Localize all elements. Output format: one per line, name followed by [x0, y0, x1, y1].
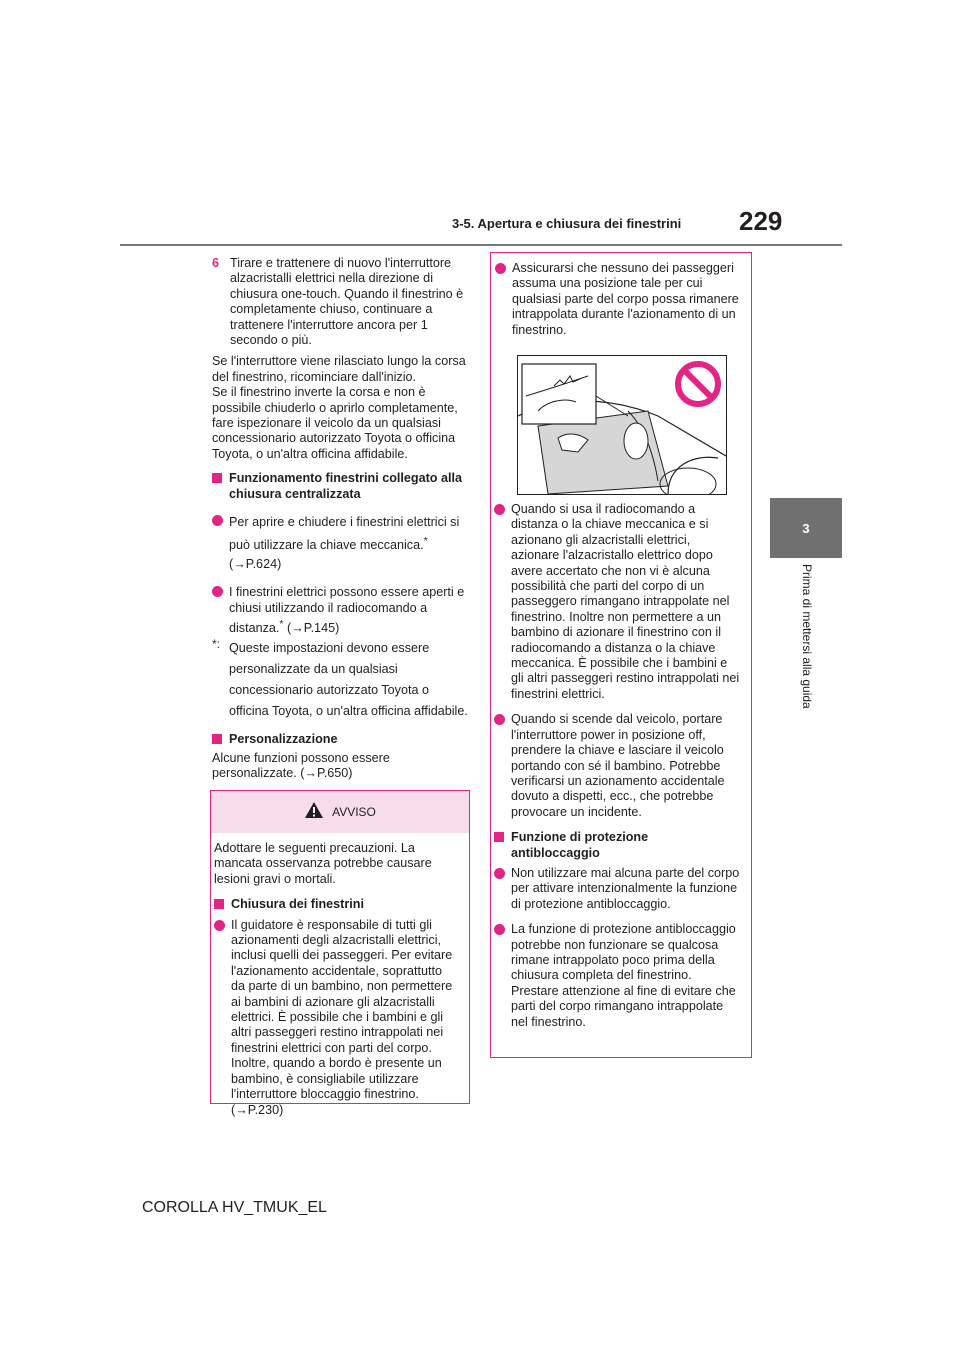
footer-model: COROLLA HV_TMUK_EL — [142, 1199, 327, 1216]
warning-heading: Chiusura dei finestrini — [214, 897, 457, 912]
warning-box — [210, 790, 470, 1117]
header-rule — [120, 244, 842, 246]
paragraph: Se il finestrino inverte la corsa e non è possibile chiuderlo o aprirlo completamente, fare ispezionare il veicolo da un qualsiasi concessionario autorizzato Toyota o officina Toyota, o un'altra officina affidabile. — [212, 385, 458, 461]
prohibition-icon — [674, 360, 722, 413]
bullet-icon — [212, 586, 223, 597]
warning-bullet: Assicurarsi che nessuno dei passeggeri assuma una posizione tale per cui qualsiasi parte del corpo possa rimanere intrappolata durante l'azionamento di un finestrino. — [495, 261, 741, 338]
square-bullet-icon — [212, 473, 222, 483]
paragraph: Alcune funzioni possono essere personalizzate. (→P.650) — [212, 750, 390, 781]
chapter-tab-label — [770, 558, 842, 730]
bullet-icon — [214, 920, 225, 931]
bullet-icon — [494, 868, 505, 879]
warning-label: AVVISO — [332, 805, 376, 819]
bullet-icon — [494, 924, 505, 935]
footnote-mark: *: — [212, 637, 221, 652]
square-bullet-icon — [212, 734, 222, 744]
footnote-text: Queste impostazioni devono essere personalizzate da un qualsiasi concessionario autorizzato Toyota o officina Toyota, o un'altra officina affidabile. — [229, 641, 468, 719]
warning-triangle-icon — [304, 801, 324, 824]
warning-heading: Funzione di protezione antibloccaggio — [494, 830, 740, 861]
left-column — [212, 256, 470, 782]
warning-bullet: Quando si scende dal veicolo, portare l'interruttore power in posizione off, prendere la chiave e lasciare il veicolo portando con sé il bambino. Potrebbe verificarsi un azionamento accidentale dovuto a dispetti, ecc., che potrebbe provocare un incidente. — [494, 712, 740, 820]
warning-header — [211, 791, 469, 833]
bullet-icon — [494, 504, 505, 515]
warning-continued-body — [491, 253, 751, 338]
step-number: 6 — [212, 256, 220, 270]
section-heading: Funzionamento finestrini collegato alla chiusura centralizzata — [212, 471, 470, 502]
bullet-icon — [495, 263, 506, 274]
warning-bullet: Il guidatore è responsabile di tutti gli azionamenti degli alzacristalli elettrici, inclusi quelli dei passeggeri. Per evitare l'azionamento accidentale, soprattutto da parte di un bambino, non permettere ai bambini di azionare gli alzacristalli elettrici. È possibile che i bambini e gli altri passeggeri restino intrappolati nei finestrini elettrici con parti del corpo. Inoltre, quando a bordo è presente un bambino, è consigliabile utilizzare l'interruttore bloccaggio finestrino. (→P.230) — [214, 918, 457, 1118]
section-title: 3-5. Apertura e chiusura dei finestrini — [452, 216, 682, 231]
warning-bullet: Quando si usa il radiocomando a distanza o la chiave meccanica e si azionano gli alzacristalli elettrici, azionare l'alzacristallo elettrico dopo avere accertato che non vi è alcuna possibilità che parti del corpo di un passeggero rimangano intrappolate nel finestrino. Inoltre non permettere a un bambino di azionare il finestrino con il radiocomando a distanza o la chiave meccanica. È possibile che i bambini e gli altri passeggeri restino intrappolati nei finestrini elettrici. — [494, 502, 740, 702]
window-pinch-illustration — [517, 355, 727, 495]
chapter-title: Prima di mettersi alla guida — [800, 564, 814, 709]
bullet-icon — [212, 515, 223, 526]
warning-intro: Adottare le seguenti precauzioni. La mancata osservanza potrebbe causare lesioni gravi o mortali. — [214, 841, 432, 886]
warning-body — [211, 833, 469, 1118]
warning-bullet: La funzione di protezione antibloccaggio potrebbe non funzionare se qualcosa rimane intrappolato poco prima della chiusura completa del finestrino. Prestare attenzione al fine di evitare che parti del corpo rimangano intrappolate nel finestrino. — [494, 922, 740, 1030]
step-6 — [212, 256, 470, 348]
section-heading: Personalizzazione — [212, 732, 470, 747]
square-bullet-icon — [214, 899, 224, 909]
page-number: 229 — [739, 206, 783, 236]
step-text: Tirare e trattenere di nuovo l'interruttore alzacristalli elettrici nella direzione di chiusura one-touch. Quando il finestrino è completamente chiuso, continuare a trattenere l'interruttore ancora per 1 secondo o più. — [230, 256, 464, 348]
warning-bullet: Non utilizzare mai alcuna parte del corpo per attivare intenzionalmente la funzione di protezione antibloccaggio. — [494, 866, 740, 912]
footnote — [212, 638, 470, 722]
square-bullet-icon — [494, 832, 504, 842]
bullet-icon — [494, 714, 505, 725]
chapter-number: 3 — [802, 520, 810, 536]
paragraph: Se l'interruttore viene rilasciato lungo la corsa del finestrino, ricominciare dall'inizio. — [212, 354, 466, 384]
chapter-tab — [770, 498, 842, 558]
list-item: Per aprire e chiudere i finestrini elettrici si può utilizzare la chiave meccanica.* (→P.624) — [212, 513, 470, 574]
right-column — [494, 502, 740, 1030]
list-item: I finestrini elettrici possono essere aperti e chiusi utilizzando il radiocomando a distanza.* (→P.145) — [212, 584, 470, 636]
